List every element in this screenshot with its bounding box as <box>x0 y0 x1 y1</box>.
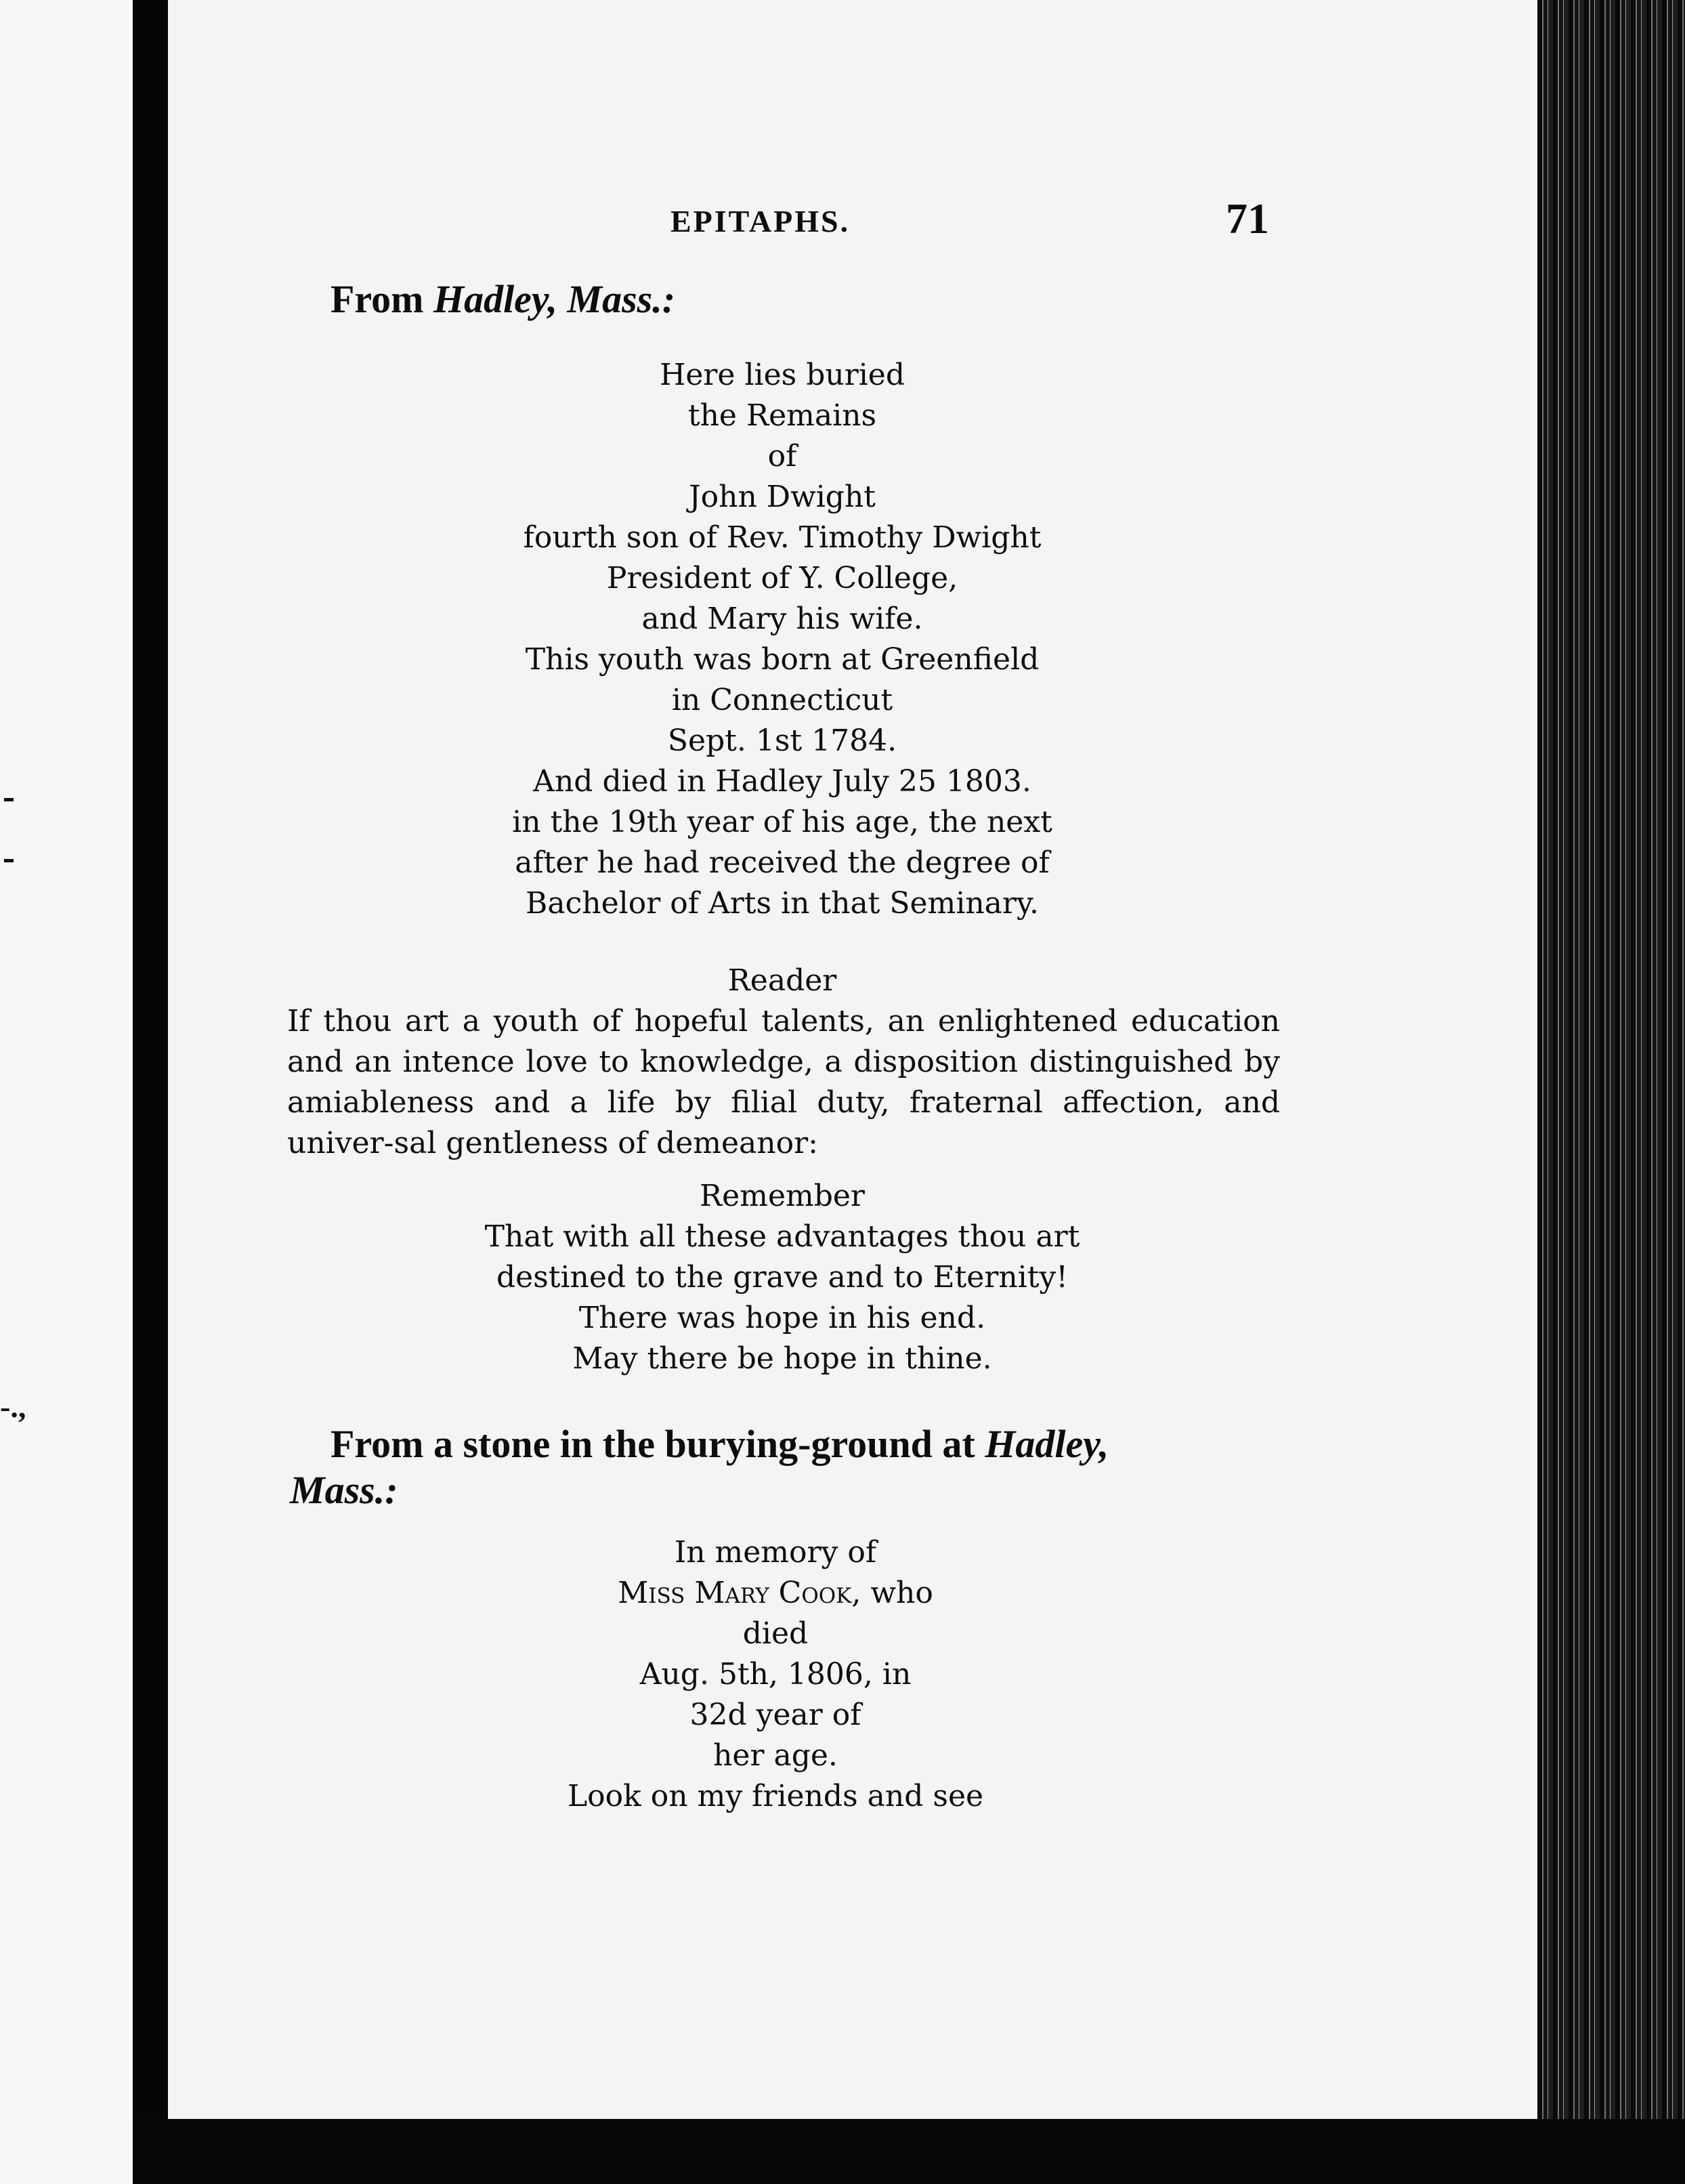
inscription-line: in Connecticut <box>671 683 893 717</box>
inscription-line: after he had received the degree of <box>515 845 1050 880</box>
deceased-name: Miss Mary Cook <box>618 1576 852 1610</box>
facing-page-edge <box>0 0 133 2184</box>
facing-page-dash <box>4 859 14 862</box>
inscription-text: , who <box>851 1576 933 1610</box>
inscription-line: of <box>767 439 797 474</box>
inscription-line: And died in Hadley July 25 1803. <box>533 764 1031 799</box>
inscription-line: This youth was born at Greenfield <box>525 642 1040 677</box>
inscription-line: her age. <box>713 1738 838 1773</box>
exhortation-line: That with all these advantages thou art <box>484 1219 1080 1254</box>
epitaph-heading <box>330 1421 1109 1467</box>
heading-place: Hadley, <box>985 1422 1109 1466</box>
inscription-line: 32d year of <box>689 1698 861 1732</box>
inscription-line: in the 19th year of his age, the next <box>512 805 1052 839</box>
exhortation-word: Remember <box>700 1179 865 1213</box>
exhortation-line: May there be hope in thine. <box>572 1341 992 1376</box>
epitaph-heading-continued <box>290 1467 398 1513</box>
page-edges-stack <box>1537 0 1685 2184</box>
inscription-line: Aug. 5th, 1806, in <box>639 1657 912 1692</box>
inscription-line: Look on my friends and see <box>567 1779 984 1813</box>
epitaph-inscription <box>278 1532 1273 1817</box>
inscription-line: the Remains <box>687 398 877 433</box>
facing-page-fragment: -., <box>0 1389 26 1424</box>
inscription-line: President of Y. College, <box>606 561 958 595</box>
inscription-line: died <box>742 1616 809 1651</box>
page-number: 71 <box>1226 194 1269 243</box>
address-word: Reader <box>727 963 837 998</box>
book-gutter <box>133 0 168 2184</box>
inscription-line: fourth son of Rev. Timothy Dwight <box>523 520 1042 555</box>
exhortation-line: There was hope in his end. <box>578 1301 986 1335</box>
heading-text: From a stone in the burying-ground at <box>330 1422 985 1466</box>
epitaph-heading <box>330 276 675 322</box>
scan-bottom-border <box>133 2119 1685 2184</box>
exhortation-line: destined to the grave and to Eternity! <box>496 1260 1068 1295</box>
inscription-line <box>278 1573 1273 1614</box>
inscription-line: John Dwight <box>689 480 876 514</box>
inscription-line: and Mary his wife. <box>641 602 923 636</box>
heading-place: Mass.: <box>290 1468 398 1512</box>
inscription-line: Bachelor of Arts in that Seminary. <box>526 886 1039 921</box>
inscription-line: Here lies buried <box>659 358 905 392</box>
inscription-line: Sept. 1st 1784. <box>667 723 897 758</box>
exhortation-lines <box>284 1217 1280 1379</box>
heading-place: Hadley, Mass.: <box>433 277 676 321</box>
inscription-line: In memory of <box>674 1535 877 1570</box>
facing-page-dash <box>4 798 14 801</box>
heading-text: From <box>330 277 433 321</box>
running-head-title: EPITAPHS. <box>670 204 851 238</box>
epitaph-inscription <box>284 355 1280 924</box>
address-paragraph: If thou art a youth of hopeful talents, an enlightened education and an intence love to knowledge, a disposition distinguished by amiableness and a life by filial duty, fraternal affection, and univer-sal gentleness of demeanor: <box>287 1004 1280 1160</box>
